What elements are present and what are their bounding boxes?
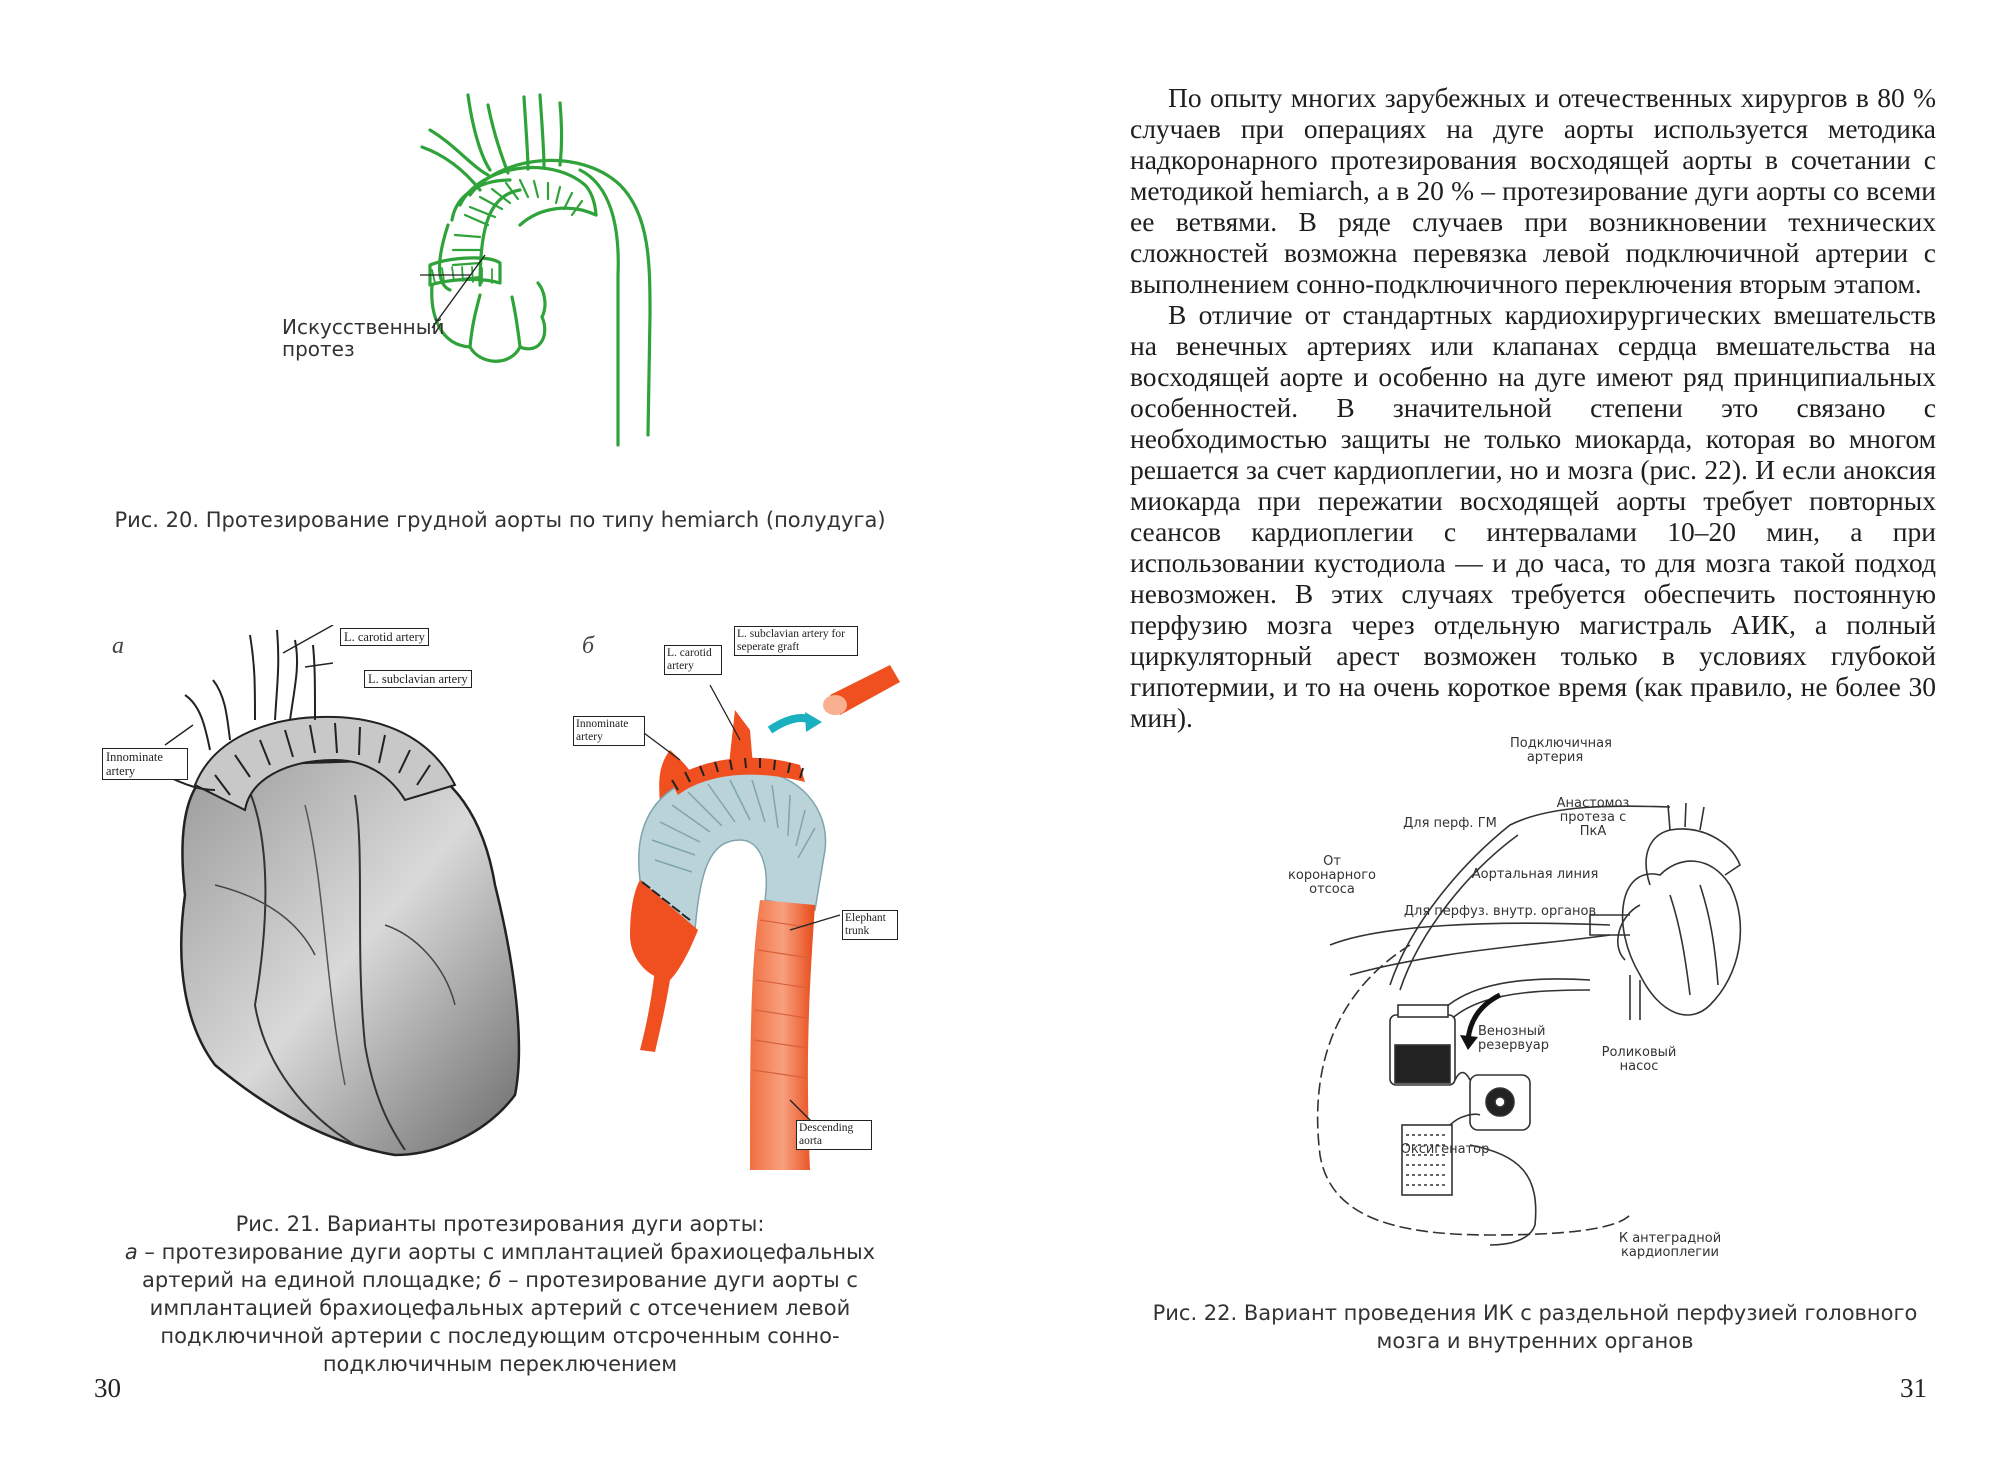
caption-letter-a: а [124,1240,138,1264]
label-a-subclavian: L. subclavian artery [364,670,472,688]
figure-21-caption-body [90,1238,910,1378]
right-page-text [1130,82,1936,733]
label-brain-perfusion: Для перф. ГМ [1403,816,1497,831]
figure-22-perfusion-diagram [1290,745,1770,1265]
caption-letter-b: б [488,1268,502,1292]
label-a-carotid: L. carotid artery [340,628,429,646]
panel-b-letter: б [582,633,595,659]
label-b-innominate: Innominate artery [573,716,645,746]
figure-21-caption-title: Рис. 21. Варианты протезирования дуги аорты: [235,1212,765,1236]
page-number-right: 31 [1900,1373,1927,1403]
paragraph-1: По опыту многих зарубежных и отечественных хирургов в 80 % случаев при операциях на дуге аорты используется методика надкоронарного протезирования восходящей аорты в сочетании с методикой hemiarch, а в 20 % – протезирование дуги аорты со всеми ее ветвями. В ряде случаев при возникновении технических сложностей возможна перевязка левой подключичной артерии с выполнением сонно-подключичного переключения вторым этапом. [1130,82,1936,299]
prosthesis-label: Искусственный протез [282,315,445,361]
label-subclavian-artery: Подключичная артерия [1510,736,1612,765]
label-venous-reservoir: Венозный резервуар [1478,1024,1549,1053]
label-b-carotid: L. carotid artery [664,645,722,675]
figure-20-caption: Рис. 20. Протезирование грудной аорты по типу hemiarch (полудуга) [114,508,886,532]
figure-22-caption: Рис. 22. Вариант проведения ИК с раздельной перфузией головного мозга и внутренних органов [1152,1301,1918,1353]
caption-text-a: – протезирование дуги аорты с имплантацией брахиоцефальных артерий на единой площадке; [137,1240,876,1292]
paragraph-2: В отличие от стандартных кардиохирургических вмешательств на венечных артериях или клапанах сердца вмешательства на восходящей аорте и особенно на дуге имеют ряд принципиальных особенностей. В значительной степени это связано с необходимостью защиты не только миокарда, которая во многом решается за счет кардиоплегии, но и мозга (рис. 22). И если аноксия миокарда при пережатии восходящей аорты требует повторных сеансов кардиоплегии с интервалами 10–20 мин, а при использовании кустодиола — и до часа, то для мозга такой подход невозможен. В этих случаях требуется обеспечить постоянную перфузию мозга через отдельную магистраль АИК, а полный циркуляторный арест возможен только в условиях глубокой гипотермии, и то на очень короткое время (как правило, не более 30 мин). [1130,299,1936,733]
figure-20-label [282,315,445,361]
label-roller-pump: Роликовый насос [1601,1045,1677,1074]
caption-text-b: – протезирование дуги аорты с имплантацией брахиоцефальных артерий с отсечением левой подключичной артерии с последующим отсроченным сонно-подключичным переключением [149,1268,858,1376]
label-cardioplegia: К антеградной кардиоплегии [1618,1231,1722,1260]
label-b-elephant-trunk: Elephant trunk [842,910,898,940]
label-b-subclavian: L. subclavian artery for seperate graft [734,626,858,656]
label-coronary-suction: От коронарного отсоса [1288,854,1376,897]
page-number-left: 30 [94,1373,121,1403]
figure-20-pointer [430,250,490,330]
label-oxygenator: Оксигенатор [1400,1142,1490,1157]
label-anastomosis: Анастомоз протеза с ПкА [1556,796,1630,839]
label-b-descending-aorta: Descending aorta [796,1120,872,1150]
label-a-innominate: Innominate artery [102,748,188,780]
figure-21a-heart-drawing [155,625,535,1165]
panel-a-letter: а [112,633,124,659]
label-aortic-line: Аортальная линия [1471,867,1599,882]
figure-21-caption [90,1210,910,1378]
label-organ-perfusion: Для перфуз. внутр. органов [1403,904,1597,919]
